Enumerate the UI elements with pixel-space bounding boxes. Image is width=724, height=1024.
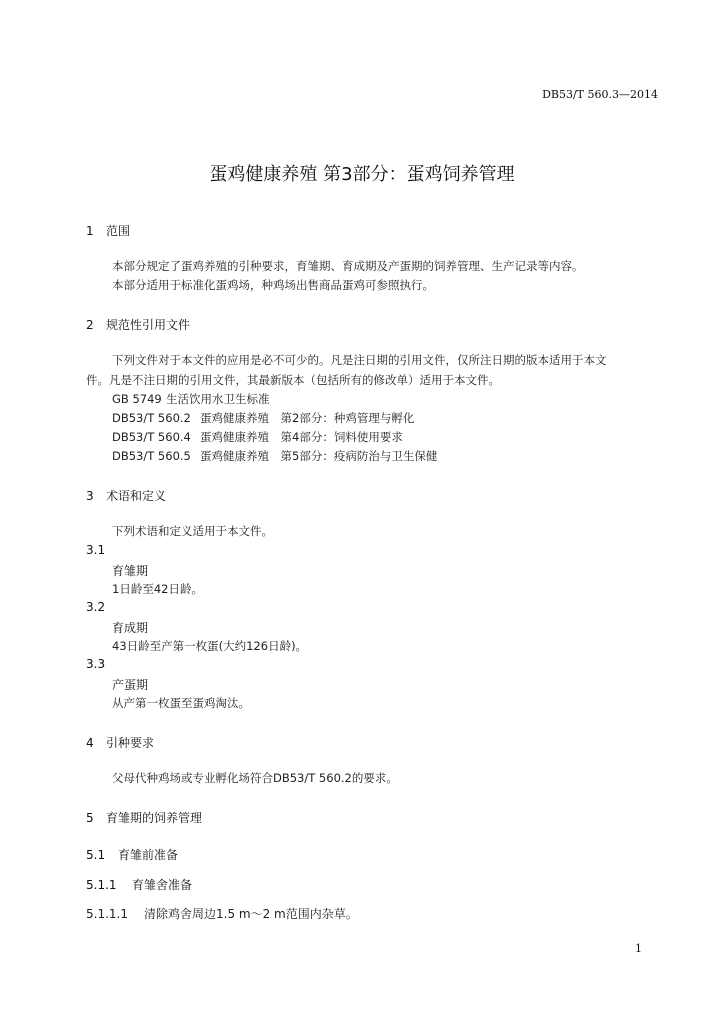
section-title: 规范性引用文件 (106, 318, 191, 332)
section-title: 术语和定义 (106, 489, 167, 503)
reference-item (112, 429, 403, 445)
section-number: 3 (86, 489, 94, 503)
paragraph: 本部分适用于标准化蛋鸡场，种鸡场出售商品蛋鸡可参照执行。 (112, 278, 434, 292)
subsection-5-1-1-heading (86, 876, 192, 893)
reference-code: DB53/T 560.5 (112, 449, 191, 463)
paragraph: 下列术语和定义适用于本文件。 (112, 524, 273, 538)
subsection-number: 5.1.1 (86, 878, 117, 892)
subsection-5-1-heading (86, 846, 178, 863)
section-3-heading (86, 487, 166, 504)
term-number: 3.3 (86, 657, 106, 671)
term-number: 3.2 (86, 600, 106, 614)
paragraph-continuation: 件。凡是不注日期的引用文件，其最新版本（包括所有的修改单）适用于本文件。 (86, 373, 500, 387)
clause-5-1-1-1 (86, 905, 358, 922)
reference-title: 蛋鸡健康养殖 第2部分：种鸡管理与孵化 (200, 411, 415, 425)
term-name: 育成期 (112, 621, 149, 635)
reference-code: GB 5749 (112, 392, 162, 406)
paragraph: 父母代种鸡场或专业孵化场符合DB53/T 560.2的要求。 (112, 771, 398, 785)
section-number: 1 (86, 224, 94, 238)
section-5-heading (86, 809, 202, 826)
term-definition: 43日龄至产第一枚蛋(大约126日龄)。 (112, 639, 308, 653)
term-definition: 1日龄至42日龄。 (112, 582, 203, 596)
paragraph: 本部分规定了蛋鸡养殖的引种要求，育雏期、育成期及产蛋期的饲养管理、生产记录等内容。 (112, 259, 584, 273)
reference-item (112, 391, 270, 407)
section-number: 4 (86, 736, 94, 750)
section-1-heading (86, 222, 130, 239)
section-title: 引种要求 (106, 736, 155, 750)
standard-code: DB53/T 560.3—2014 (542, 88, 658, 101)
section-number: 2 (86, 318, 94, 332)
clause-number: 5.1.1.1 (86, 907, 128, 921)
section-2-heading (86, 316, 190, 333)
subsection-title: 育雏前准备 (118, 848, 179, 862)
reference-item (112, 448, 437, 464)
clause-text: 清除鸡舍周边1.5 m～2 m范围内杂草。 (144, 907, 358, 921)
term-number: 3.1 (86, 543, 106, 557)
reference-code: DB53/T 560.2 (112, 411, 191, 425)
reference-code: DB53/T 560.4 (112, 430, 191, 444)
term-name: 育雏期 (112, 564, 149, 578)
section-title: 育雏期的饲养管理 (106, 811, 203, 825)
reference-title: 生活饮用水卫生标准 (166, 392, 270, 406)
section-number: 5 (86, 811, 94, 825)
subsection-number: 5.1 (86, 848, 106, 862)
reference-title: 蛋鸡健康养殖 第4部分：饲料使用要求 (200, 430, 403, 444)
subsection-title: 育雏舍准备 (132, 878, 193, 892)
section-4-heading (86, 734, 154, 751)
page-number: 1 (635, 942, 642, 955)
section-title: 范围 (106, 224, 131, 238)
document-title: 蛋鸡健康养殖 第3部分：蛋鸡饲养管理 (209, 164, 515, 185)
paragraph: 下列文件对于本文件的应用是必不可少的。凡是注日期的引用文件，仅所注日期的版本适用于本文 (112, 353, 607, 367)
reference-item (112, 410, 414, 426)
reference-title: 蛋鸡健康养殖 第5部分：疫病防治与卫生保健 (200, 449, 438, 463)
term-definition: 从产第一枚蛋至蛋鸡淘汰。 (112, 696, 250, 710)
term-name: 产蛋期 (112, 678, 149, 692)
